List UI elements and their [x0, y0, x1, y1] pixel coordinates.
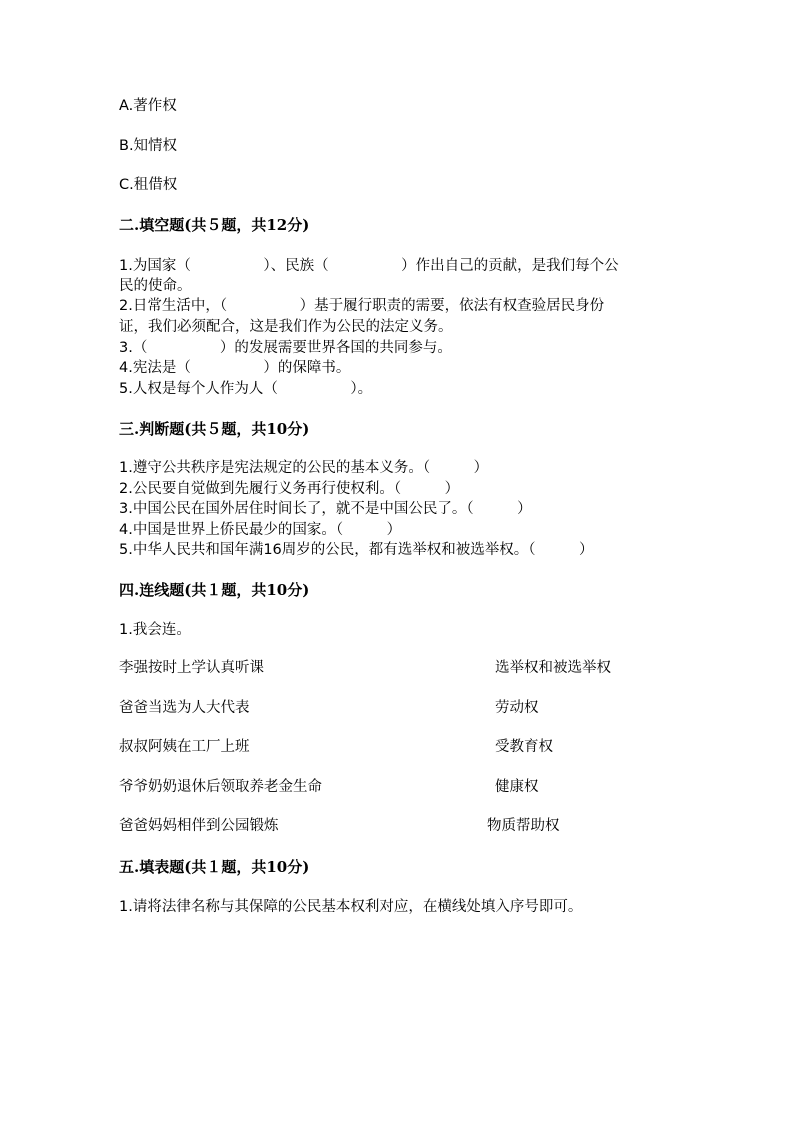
fill-line-5: 3.（ ）的发展需要世界各国的共同参与。: [119, 340, 452, 356]
judge-line-1: 1.遵守公共秩序是宪法规定的公民的基本义务。（ ）: [119, 460, 489, 476]
option-b: B.知情权: [119, 138, 178, 154]
match-left-1: 李强按时上学认真听课: [119, 660, 264, 676]
fill-line-7: 5.人权是每个人作为人（ ）。: [119, 381, 373, 397]
match-right-3: 受教育权: [495, 739, 553, 755]
judge-line-2: 2.公民要自觉做到先履行义务再行使权利。（ ）: [119, 481, 460, 497]
fill-line-2: 民的使命。: [119, 278, 192, 294]
section-4-heading: 四.连线题(共１题，共10分): [119, 581, 310, 599]
fill-line-4: 证，我们必须配合，这是我们作为公民的法定义务。: [119, 319, 453, 335]
section-2-heading: 二.填空题(共５题，共12分): [119, 216, 310, 234]
match-right-1: 选举权和被选举权: [495, 660, 611, 676]
match-left-3: 叔叔阿姨在工厂上班: [119, 739, 250, 755]
section-3-heading: 三.判断题(共５题，共10分): [119, 420, 310, 438]
fill-line-3: 2.日常生活中，（ ）基于履行职责的需要，依法有权查验居民身份: [119, 298, 605, 314]
judge-line-5: 5.中华人民共和国年满16周岁的公民，都有选举权和被选举权。（ ）: [119, 542, 594, 558]
judge-line-3: 3.中国公民在国外居住时间长了，就不是中国公民了。（ ）: [119, 501, 532, 517]
option-c: C.租借权: [119, 177, 178, 193]
match-left-2: 爸爸当选为人大代表: [119, 700, 250, 716]
match-right-5: 物质帮助权: [487, 818, 560, 834]
match-left-4: 爷爷奶奶退休后领取养老金生命: [119, 779, 322, 795]
match-question: 1.我会连。: [119, 622, 191, 638]
section-5-heading: 五.填表题(共１题，共10分): [119, 858, 310, 876]
judge-line-4: 4.中国是世界上侨民最少的国家。（ ）: [119, 522, 402, 538]
fill-line-6: 4.宪法是（ ）的保障书。: [119, 360, 351, 376]
table-question: 1.请将法律名称与其保障的公民基本权利对应，在横线处填入序号即可。: [119, 899, 583, 915]
fill-line-1: 1.为国家（ ）、民族（ ）作出自己的贡献，是我们每个公: [119, 258, 619, 274]
option-a: A.著作权: [119, 98, 177, 114]
match-right-4: 健康权: [495, 779, 539, 795]
match-left-5: 爸爸妈妈相伴到公园锻炼: [119, 818, 279, 834]
match-right-2: 劳动权: [495, 700, 539, 716]
